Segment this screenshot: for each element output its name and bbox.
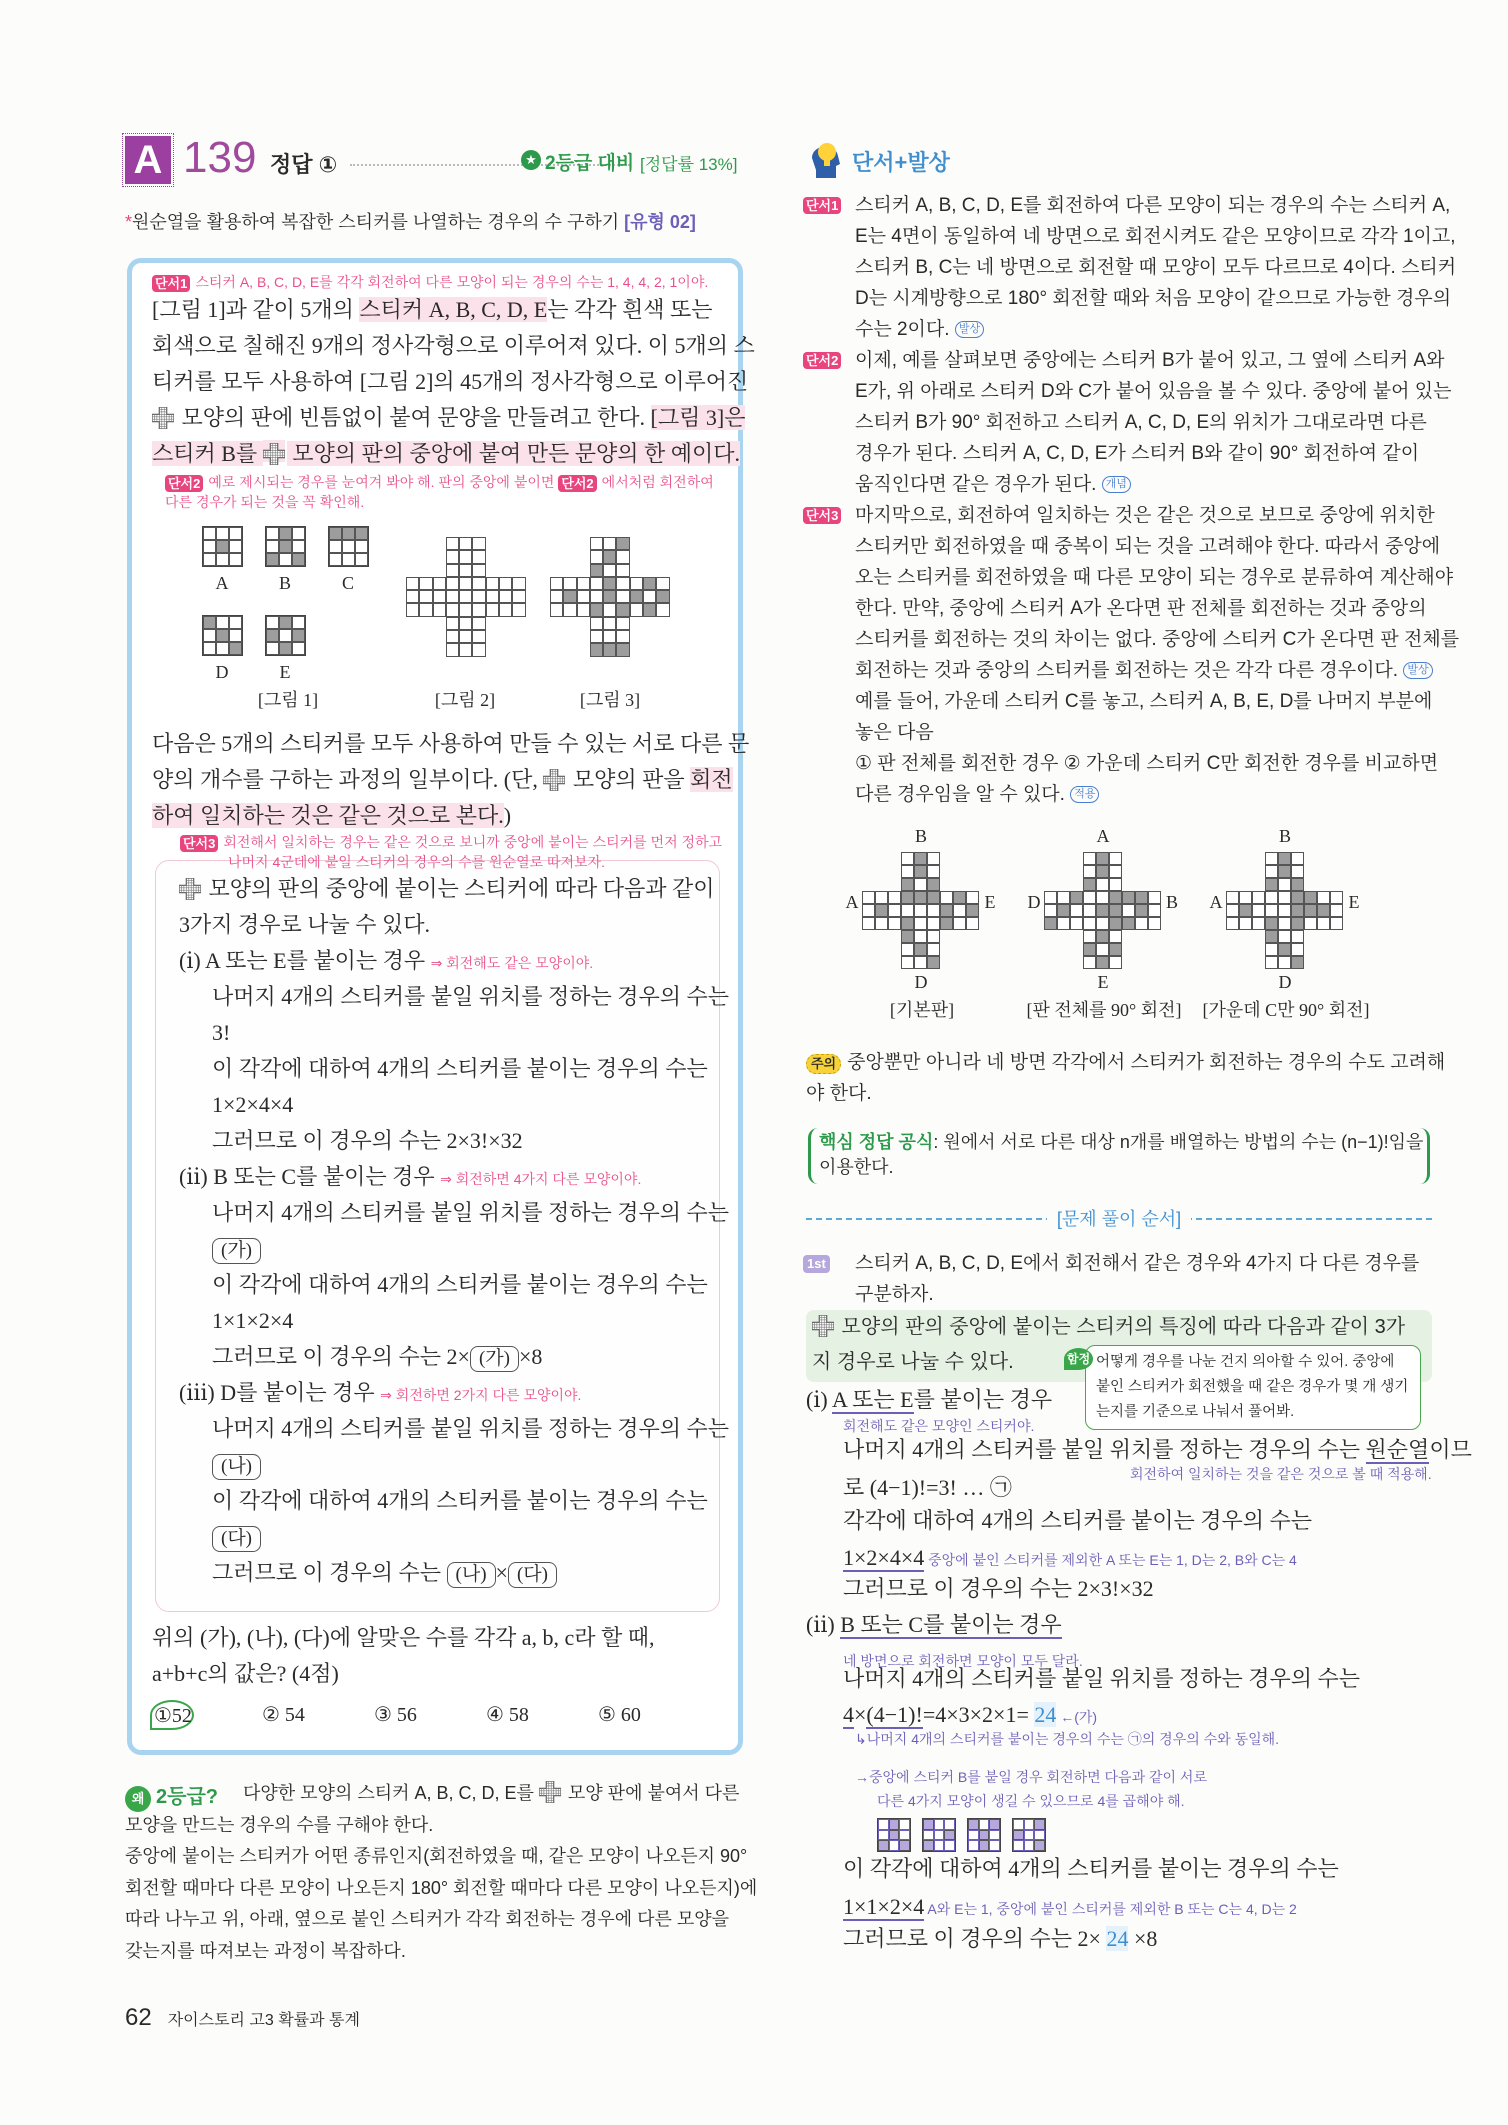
- cross-board-example: [862, 852, 979, 969]
- sticker-b: [265, 526, 306, 567]
- why-text: [125, 1778, 757, 1967]
- text: 그러므로 이 경우의 수는 2×: [212, 1344, 470, 1369]
- annotation: ⇒ 회전하면 2가지 다른 모양이야.: [380, 1387, 582, 1403]
- band-line: [812, 1310, 1405, 1345]
- why-line: [125, 1873, 757, 1905]
- text: [그림 1]과 같이 5개의: [152, 297, 360, 322]
- text: 스티커 B가 90° 회전하고 스티커 A, C, D, E의 위치가 그대로라면 다른: [855, 412, 1427, 433]
- text: 나머지 4개의 스티커를 붙일 위치를 정하는 경우의 수는: [212, 1200, 730, 1225]
- choice-2[interactable]: ② 54: [262, 1704, 305, 1726]
- concept-tag: 발상: [955, 321, 984, 338]
- hint-badge: 단서1: [803, 197, 841, 214]
- solution-line: [806, 1382, 1052, 1418]
- cross-board-icon: [543, 766, 565, 788]
- text-line: [179, 979, 729, 1015]
- solution-line: [843, 1571, 1154, 1607]
- text: 스티커를 회전하는 것의 차이는 없다. 중앙에 스티커 C가 온다면 판 전체를: [855, 629, 1460, 650]
- text: 지 경우로 나눌 수 있다.: [812, 1351, 1014, 1373]
- hint-line: [855, 407, 1459, 438]
- annotation: 모양 판에 붙여서 다른: [562, 1783, 740, 1803]
- hint-badge: 단서1: [152, 275, 190, 292]
- figure-caption: [그림 3]: [579, 690, 641, 710]
- text-line: [179, 871, 729, 907]
- key-formula-label: 핵심 정답 공식: [819, 1132, 934, 1152]
- hint-line: [806, 500, 1459, 531]
- text: 회전하는 것과 중앙의 스티커를 회전하는 것은 각각 다른 경우이다.: [855, 660, 1404, 681]
- text-line: [152, 436, 755, 472]
- trap-badge: 함정: [1064, 1348, 1093, 1370]
- board-label-top: B: [1278, 826, 1291, 846]
- solution-line: [1130, 1462, 1432, 1482]
- board-caption: [기본판]: [889, 1000, 955, 1020]
- text-line: [179, 1339, 729, 1375]
- trap-callout: [1067, 1345, 1421, 1430]
- text: 나머지 4개의 스티커를 붙일 위치를 정하는 경우의 수는: [843, 1666, 1361, 1691]
- text-line: [179, 1519, 729, 1555]
- text: ×: [854, 1702, 867, 1727]
- correct-rate: [정답률 13%]: [640, 155, 738, 174]
- text: ): [503, 803, 512, 828]
- text: 다음은 5개의 스티커를 모두 사용하여 만들 수 있는 서로 다른 문: [152, 731, 750, 756]
- text: 수는 2이다.: [855, 319, 955, 340]
- step-1st: [807, 1248, 1420, 1310]
- text: ① 판 전체를 회전한 경우 ② 가운데 스티커 C만 회전한 경우를 비교하면: [855, 753, 1439, 774]
- hint-line: [165, 472, 714, 492]
- hint-badge: 단서3: [803, 507, 841, 524]
- text: 이므: [1429, 1437, 1472, 1462]
- text: (ⅱ) B 또는 C를 붙이는 경우: [179, 1164, 441, 1189]
- text: 이 각각에 대하여 4개의 스티커를 붙이는 경우의 수는: [212, 1056, 708, 1081]
- text: 회전할 때마다 다른 모양이 나오든지 180° 회전할 때마다 다른 모양이 나오든지)에: [125, 1877, 758, 1898]
- hint-line: [806, 190, 1459, 221]
- text: E는 4면이 동일하여 네 방면으로 회전시켜도 같은 모양이므로 각각 1이고,: [855, 226, 1456, 247]
- key-formula: [808, 1128, 1430, 1184]
- annotation: 회전해도 같은 모양인 스티커야.: [843, 1418, 1035, 1434]
- annotation: 다양한 모양의 스티커 A, B, C, D, E를: [243, 1783, 539, 1803]
- text-line: [179, 1267, 729, 1303]
- annotation: ⇒ 회전하면 4가지 다른 모양이야.: [440, 1171, 642, 1187]
- problem-header: [125, 133, 745, 188]
- hint-line: [855, 221, 1459, 252]
- problem-instruction: [152, 726, 749, 834]
- solution-order-title: [문제 풀이 순서]: [1047, 1209, 1191, 1229]
- hint-line: [855, 717, 1459, 748]
- concept-tag: 개념: [1102, 476, 1131, 493]
- text: 모양의 판에 빈틈없이 붙여 문양을 만들려고 한다.: [176, 405, 651, 430]
- text-line: [179, 1231, 729, 1267]
- hint-line: [855, 376, 1459, 407]
- text: 경우가 된다. 스티커 A, C, D, E가 스티커 B와 같이 90° 회전하여 같이: [855, 443, 1420, 464]
- answer-label: 정답 ①: [270, 152, 338, 177]
- text: 스티커 A, B, C, D, E를 회전하여 다른 모양이 되는 경우의 수는 스티커 A,: [855, 195, 1451, 216]
- hints-explanation: [806, 190, 1460, 810]
- text: 예를 들어, 가운데 스티커 C를 놓고, 스티커 A, B, E, D를 나머지 부분에: [855, 691, 1433, 712]
- text-line: [179, 1123, 729, 1159]
- sticker-label: B: [278, 573, 291, 593]
- text: 티커를 모두 사용하여 [그림 2]의 45개의 정사각형으로 이루어진: [152, 369, 749, 394]
- text: 모양의 판의 중앙에 붙이는 스티커에 따라 다음과 같이: [203, 876, 715, 901]
- board-caption: [판 전체를 90° 회전]: [1026, 1000, 1182, 1020]
- text: 그러므로 이 경우의 수는 2×3!×32: [212, 1128, 523, 1153]
- cross-board-icon: [539, 1781, 561, 1803]
- choice-1[interactable]: ①52: [150, 1700, 194, 1730]
- text: 한다. 만약, 중앙에 스티커 A가 온다면 판 전체를 회전하는 것과 중앙의: [855, 598, 1427, 619]
- text: 이 각각에 대하여 4개의 스티커를 붙이는 경우의 수는: [212, 1272, 708, 1297]
- text: 이 각각에 대하여 4개의 스티커를 붙이는 경우의 수는: [843, 1856, 1339, 1881]
- text: 나머지 4개의 스티커를 붙일 위치를 정하는 경우의 수는: [212, 984, 730, 1009]
- text-line: [179, 1303, 729, 1339]
- grade-label: 2등급 대비: [545, 153, 635, 174]
- hint-line: [855, 779, 1459, 810]
- text-line: [152, 762, 749, 798]
- board-label-bottom: D: [914, 972, 928, 992]
- hint-line: [855, 748, 1459, 779]
- hint-line: [165, 492, 714, 512]
- board-label-top: B: [914, 826, 927, 846]
- board-label-right: E: [1348, 892, 1360, 912]
- board-label-left: A: [1209, 892, 1223, 912]
- trap-text: 붙인 스티커가 회전했을 때 같은 경우가 몇 개 생기: [1096, 1379, 1409, 1395]
- text: 스티커 A, B, C, D, E를 각각 회전하여 다른 모양이 되는 경우의 수는 1, 4, 4, 2, 1이야.: [195, 274, 709, 290]
- text: =4×3×2×1=: [922, 1702, 1035, 1727]
- solution-line: [843, 1889, 1297, 1925]
- asterisk: *: [125, 212, 133, 232]
- hint-line: [855, 624, 1459, 655]
- hint-line: [152, 272, 708, 292]
- text: D는 시계방향으로 180° 회전할 때와 처음 모양이 같으므로 가능한 경우의: [855, 288, 1452, 309]
- sticker-label: E: [279, 662, 291, 682]
- text-line: [152, 400, 755, 436]
- text-line: [179, 1375, 729, 1411]
- highlighted-text: [그림 3]은: [650, 405, 746, 430]
- text-line: [152, 798, 749, 834]
- solution-line: [855, 1765, 1207, 1785]
- hint-line: [855, 283, 1459, 314]
- text: a+b+c의 값은? (4점): [152, 1661, 339, 1686]
- text: 3가지 경우로 나눌 수 있다.: [179, 912, 431, 937]
- cross-board-figure-3: [550, 537, 670, 657]
- text-line: [152, 364, 755, 400]
- key-formula-text: 이용한다.: [819, 1157, 894, 1177]
- text: (ⅰ) A 또는 E를 붙이는 경우: [179, 948, 431, 973]
- text: 그러므로 이 경우의 수는 2×3!×32: [843, 1576, 1154, 1601]
- step-text: 스티커 A, B, C, D, E에서 회전해서 같은 경우와 4가지 다 다른 경우를: [855, 1253, 1420, 1274]
- text-line: [179, 1411, 729, 1447]
- hint-line: [855, 314, 1459, 345]
- choice-5[interactable]: ⑤ 60: [598, 1704, 641, 1726]
- text: 갖는지를 따져보는 과정이 복잡하다.: [125, 1940, 406, 1961]
- text: 중앙에 붙이는 스티커가 어떤 종류인지(회전하였을 때, 같은 모양이 나오든지 90°: [125, 1846, 748, 1866]
- hint-line: [855, 562, 1459, 593]
- step-text: 구분하자.: [855, 1284, 934, 1305]
- sticker-c: [328, 526, 369, 567]
- highlighted-text: 모양의 판의 중앙에 붙여 만든 문양의 한 예이다.: [286, 441, 740, 466]
- hint-badge: 단서2: [558, 475, 596, 492]
- board-label-right: B: [1165, 892, 1178, 912]
- choice-3[interactable]: ③ 56: [374, 1704, 417, 1726]
- annotation: ↳나머지 4개의 스티커를 붙이는 경우의 수는 ㉠의 경우의 수와 동일해.: [855, 1731, 1280, 1747]
- sticker-label: A: [215, 573, 229, 593]
- annotation: 원순열: [1365, 1437, 1430, 1462]
- text-line: [179, 1483, 729, 1519]
- text: 이 각각에 대하여 4개의 스티커를 붙이는 경우의 수는: [212, 1488, 708, 1513]
- text-line: [179, 1159, 729, 1195]
- concept-tag: 적용: [1070, 786, 1099, 803]
- sticker-a: [202, 526, 243, 567]
- text: E가, 위 아래로 스티커 D와 C가 붙어 있음을 볼 수 있다. 중앙에 붙어 있는: [855, 381, 1452, 402]
- cross-board-example: [1226, 852, 1343, 969]
- sticker-b-rotation: [922, 1818, 956, 1852]
- hint-line: [855, 655, 1459, 686]
- solution-order-divider: [806, 1205, 1432, 1231]
- sticker-label: D: [215, 662, 229, 682]
- text: (ⅲ) D를 붙이는 경우: [179, 1380, 381, 1405]
- subtitle-text: 원순열을 활용하여 복잡한 스티커를 나열하는 경우의 수 구하기: [132, 212, 625, 232]
- solution-line: [843, 1503, 1312, 1539]
- why-title: 2등급?: [156, 1786, 218, 1808]
- problem-text: [152, 292, 755, 472]
- hint-line: [180, 832, 722, 852]
- text-line: [152, 328, 755, 364]
- text: 스티커 B, C는 네 방면으로 회전할 때 모양이 모두 다르므로 4이다. 스티커: [855, 257, 1457, 278]
- sticker-b-rotation: [877, 1818, 911, 1852]
- text-line: [152, 292, 755, 328]
- text: 모양을 만드는 경우의 수를 구해야 한다.: [125, 1814, 434, 1835]
- text: 그러므로 이 경우의 수는: [212, 1560, 447, 1585]
- text: (ⅰ): [806, 1387, 832, 1412]
- highlighted-text: 하여 일치하는 것은 같은 것으로 본다.: [152, 803, 504, 828]
- text: 스티커만 회전하였을 때 중복이 되는 것을 고려해야 한다. 따라서 중앙에: [855, 536, 1441, 557]
- annotation: B 또는 C를 붙이는 경우: [840, 1612, 1062, 1637]
- text: 각각에 대하여 4개의 스티커를 붙이는 경우의 수는: [843, 1508, 1313, 1533]
- cross-board-icon: [152, 404, 174, 426]
- why-badge: 왜: [125, 1786, 151, 1812]
- text: 에서처럼 회전하여: [601, 474, 714, 490]
- annotation: A 또는 E: [831, 1387, 914, 1412]
- hint-line: [855, 438, 1459, 469]
- text: ×: [495, 1560, 508, 1585]
- solution-line: [806, 1607, 1062, 1643]
- why-line: [125, 1841, 757, 1873]
- board-label-left: D: [1027, 892, 1041, 912]
- section-title: 단서+발상: [852, 150, 950, 175]
- solution-line: [843, 1851, 1339, 1887]
- board-label-left: A: [845, 892, 859, 912]
- text: 양의 개수를 구하는 과정의 일부이다. (단,: [152, 767, 544, 792]
- hint-line: [180, 852, 722, 872]
- problem-number: 139: [183, 133, 257, 182]
- blank-box: (다): [212, 1526, 261, 1552]
- choice-4[interactable]: ④ 58: [486, 1704, 529, 1726]
- star-icon: ★: [521, 150, 541, 170]
- text: ×8: [518, 1344, 543, 1369]
- level-badge: A: [125, 136, 171, 184]
- why-line: [125, 1904, 757, 1936]
- figure-caption: [그림 1]: [257, 690, 319, 710]
- solution-steps: [179, 871, 729, 1591]
- sticker-label: C: [341, 573, 354, 593]
- annotation: 회전하여 일치하는 것을 같은 것으로 볼 때 적용해.: [1130, 1466, 1432, 1482]
- why-line: [125, 1936, 757, 1968]
- trap-text: 어떻게 경우를 나눈 건지 의아할 수 있어. 중앙에: [1096, 1354, 1395, 1370]
- concept-tag: 발상: [1403, 662, 1432, 679]
- annotation: →중앙에 스티커 B를 붙일 경우 회전하면 다음과 같이 서로: [855, 1769, 1207, 1785]
- solution-line: [843, 1661, 1360, 1697]
- text: 나머지 4군데에 붙일 스티커의 경우의 수를 원순열로 따져보자.: [228, 854, 606, 870]
- type-link[interactable]: [유형 02]: [624, 212, 696, 232]
- text-line: [179, 1555, 729, 1591]
- problem-subtitle: [125, 208, 696, 234]
- solution-line: [855, 1727, 1279, 1747]
- why-line: [125, 1810, 757, 1842]
- page-number: 62: [125, 2004, 152, 2031]
- lightbulb-head-icon: [806, 138, 842, 182]
- text: 다른 경우가 되는 것을 꼭 확인해.: [165, 494, 365, 510]
- caution-text: 야 한다.: [806, 1083, 872, 1104]
- text-line: [179, 943, 729, 979]
- annotation: 중앙에 붙인 스티커를 제외한 A 또는 E는 1, D는 2, B와 C는 4: [924, 1552, 1297, 1568]
- highlighted-text: 스티커 B를: [152, 441, 263, 466]
- blank-box: (가): [470, 1346, 519, 1372]
- question: [152, 1620, 655, 1692]
- trap-text: 는지를 기준으로 나눠서 풀어봐.: [1096, 1404, 1295, 1420]
- board-caption: [가운데 C만 90° 회전]: [1202, 1000, 1370, 1020]
- annotation: 다른 4가지 모양이 생길 수 있으므로 4를 곱해야 해.: [877, 1793, 1185, 1809]
- text: 회색으로 칠해진 9개의 정사각형으로 이루어져 있다. 이 5개의 스: [152, 333, 755, 358]
- step-badge: 1st: [803, 1255, 830, 1273]
- caution-text: 중앙뿐만 아니라 네 방면 각각에서 스티커가 회전하는 경우의 수도 고려해: [847, 1052, 1446, 1073]
- solution-line: [843, 1414, 1034, 1434]
- text-line: [179, 907, 729, 943]
- text: 따라 나누고 위, 아래, 옆으로 붙인 스티커가 각각 회전하는 경우에 다른 모양을: [125, 1909, 730, 1929]
- annotation: 네 방면으로 회전하면 모양이 모두 달라.: [843, 1653, 1083, 1669]
- text: 다른 경우임을 알 수 있다.: [855, 784, 1071, 805]
- blank-box: (나): [447, 1562, 496, 1588]
- text: 마지막으로, 회전하여 일치하는 것은 같은 것으로 보므로 중앙에 위치한: [855, 505, 1435, 526]
- board-label-bottom: E: [1097, 972, 1109, 992]
- annotation: 4: [843, 1702, 854, 1727]
- text: (ⅱ): [806, 1612, 841, 1637]
- cross-board-figure-2: [406, 537, 526, 657]
- hint-line: [855, 531, 1459, 562]
- hint-line: [855, 593, 1459, 624]
- hint-3: [180, 832, 722, 872]
- text-line: [152, 726, 749, 762]
- hint-line: [806, 345, 1459, 376]
- solution-line: [877, 1789, 1185, 1809]
- cross-board-icon: [812, 1314, 834, 1336]
- solution-line: [843, 1470, 1012, 1506]
- board-label-top: A: [1096, 826, 1110, 846]
- answer-choices: [150, 1697, 710, 1733]
- annotation: 1×2×4×4: [843, 1545, 925, 1570]
- hint-badge: 단서2: [165, 475, 203, 492]
- annotation: ⇒ 회전해도 같은 모양이야.: [430, 955, 594, 971]
- annotation: 24: [1106, 1926, 1129, 1951]
- highlighted-text: 회전: [690, 767, 733, 792]
- text: 모양의 판을: [567, 767, 691, 792]
- text-line: [179, 1447, 729, 1483]
- annotation: A와 E는 1, 중앙에 붙인 스티커를 제외한 B 또는 C는 4, D는 2: [924, 1901, 1297, 1917]
- text: 오는 스티커를 회전하였을 때 다른 모양이 되는 경우로 분류하여 계산해야: [855, 567, 1454, 588]
- annotation: 24: [1034, 1702, 1057, 1727]
- sticker-b-rotation: [967, 1818, 1001, 1852]
- board-label-bottom: D: [1278, 972, 1292, 992]
- text: 나머지 4개의 스티커를 붙일 위치를 정하는 경우의 수는: [843, 1437, 1366, 1462]
- caution-note: [806, 1047, 1445, 1109]
- hint-line: [855, 252, 1459, 283]
- hint-badge: 단서3: [180, 835, 218, 852]
- book-title: 자이스토리 고3 확률과 통계: [167, 2012, 360, 2029]
- text: 예로 제시되는 경우를 눈여겨 봐야 해. 판의 중앙에 붙이면: [208, 474, 559, 490]
- text: 이제, 예를 살펴보면 중앙에는 스티커 B가 붙어 있고, 그 옆에 스티커 A와: [855, 350, 1445, 371]
- annotation: (4−1)!: [866, 1702, 923, 1727]
- figure-caption: [그림 2]: [434, 690, 496, 710]
- text: 그러므로 이 경우의 수는 2×: [843, 1926, 1107, 1951]
- text: 를 붙이는 경우: [913, 1387, 1053, 1412]
- blank-box: (나): [212, 1454, 261, 1480]
- text: 1×1×2×4: [212, 1308, 294, 1333]
- hint-line: [855, 686, 1459, 717]
- text: 움직인다면 같은 경우가 된다.: [855, 474, 1102, 495]
- annotation: ←(가): [1056, 1709, 1098, 1725]
- text: 놓은 다음: [855, 722, 934, 743]
- why-line: [125, 1778, 757, 1810]
- text: 나머지 4개의 스티커를 붙일 위치를 정하는 경우의 수는: [212, 1416, 730, 1441]
- board-label-right: E: [984, 892, 996, 912]
- text-line: [152, 1620, 655, 1656]
- text: 는 각각 흰색 또는: [547, 297, 713, 322]
- cross-board-example: [1044, 852, 1161, 969]
- text: ×8: [1128, 1926, 1158, 1951]
- sticker-b-rotation: [1012, 1818, 1046, 1852]
- hint-2: [165, 472, 714, 512]
- annotation: 1×1×2×4: [843, 1894, 925, 1919]
- text: 위의 (가), (나), (다)에 알맞은 수를 각각 a, b, c라 할 때,: [152, 1625, 655, 1650]
- sticker-d: [202, 615, 243, 656]
- hint-1: [152, 272, 708, 292]
- text-line: [179, 1195, 729, 1231]
- hint-line: [855, 469, 1459, 500]
- text: 로 (4−1)!=3! … ㉠: [843, 1475, 1012, 1500]
- blank-box: (가): [212, 1238, 261, 1264]
- text: 회전해서 일치하는 경우는 같은 것으로 보니까 중앙에 붙이는 스티커를 먼저 정하고: [223, 834, 723, 850]
- hint-badge: 단서2: [803, 352, 841, 369]
- text-line: [152, 1656, 655, 1692]
- cross-board-icon: [179, 875, 201, 897]
- text-line: [179, 1051, 729, 1087]
- cross-board-icon: [263, 440, 285, 462]
- text: 3!: [212, 1020, 231, 1045]
- blank-box: (다): [508, 1562, 557, 1588]
- text-line: [179, 1015, 729, 1051]
- solution-line: [843, 1921, 1157, 1957]
- caution-badge: 주의: [806, 1054, 841, 1074]
- key-formula-text: : 원에서 서로 다른 대상 n개를 배열하는 방법의 수는 (n−1)!임을: [933, 1132, 1424, 1152]
- text-line: [179, 1087, 729, 1123]
- page-footer: [125, 2004, 360, 2032]
- sticker-e: [265, 615, 306, 656]
- text: 1×2×4×4: [212, 1092, 294, 1117]
- highlighted-text: 스티커 A, B, C, D, E: [359, 297, 548, 322]
- text: 모양의 판의 중앙에 붙이는 스티커의 특징에 따라 다음과 같이 3가: [836, 1316, 1406, 1338]
